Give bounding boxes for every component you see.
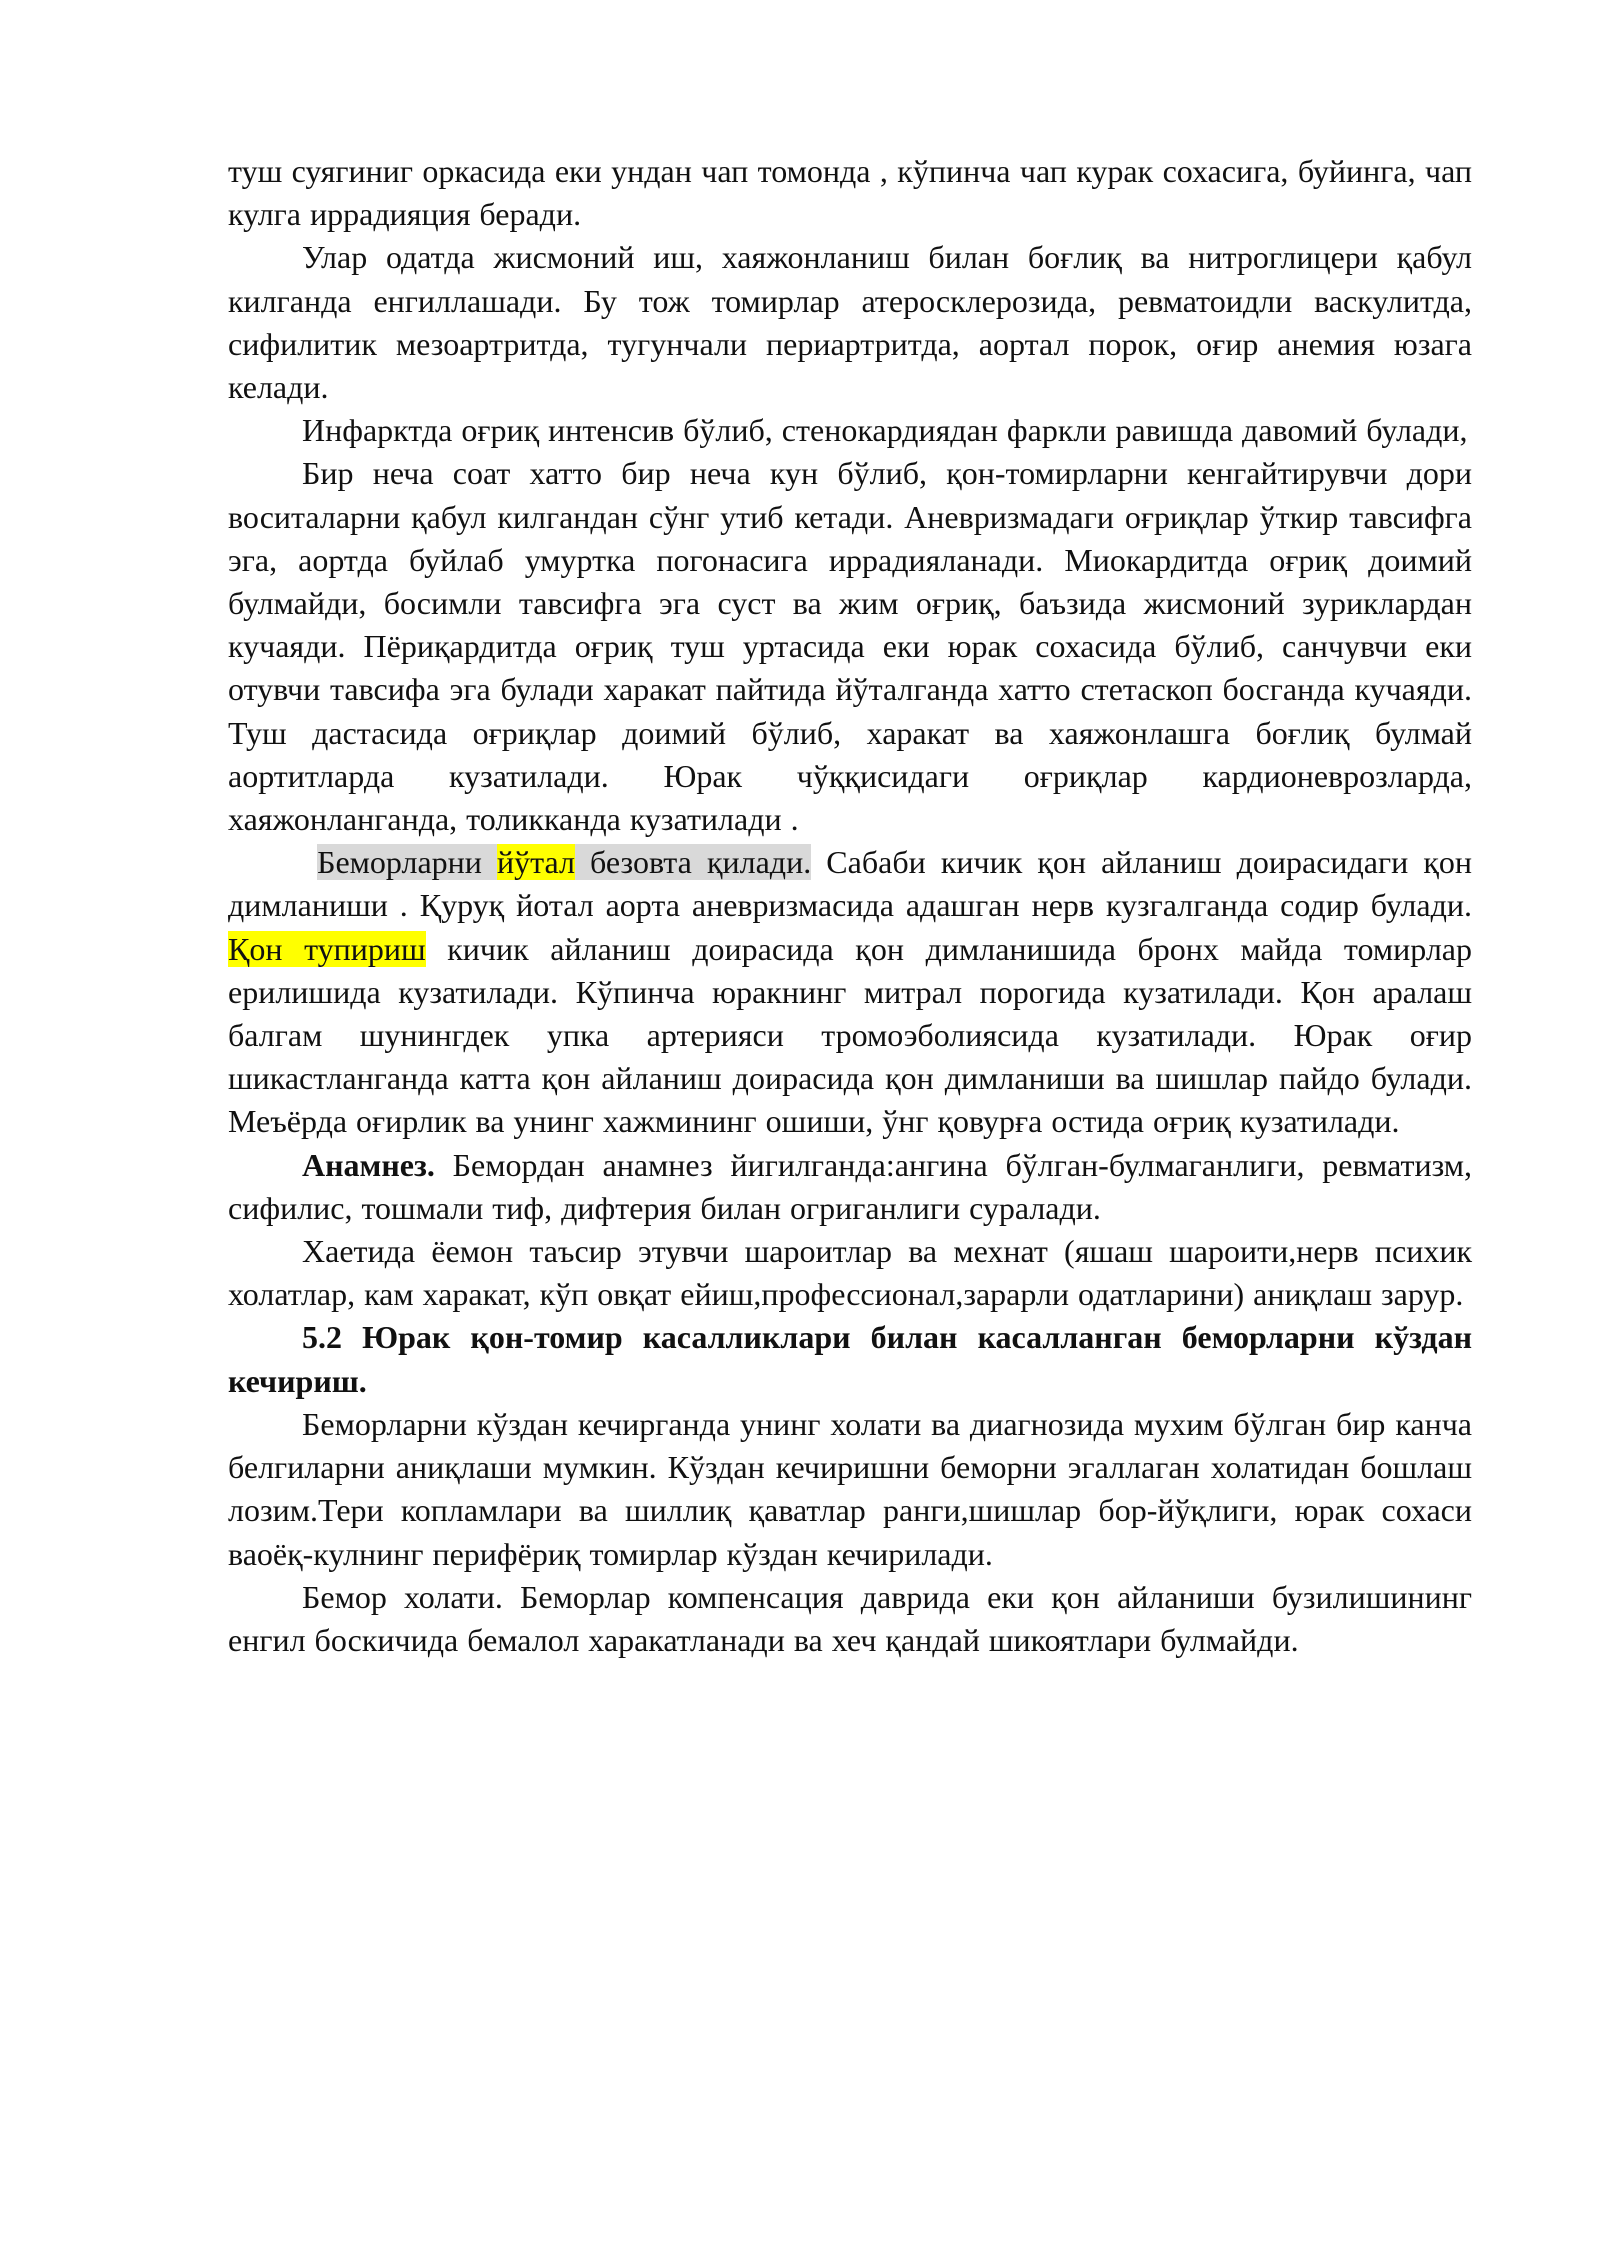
highlight-gray-before: Беморларни bbox=[317, 844, 498, 881]
highlight-gray-after: безовта қилади. bbox=[574, 844, 812, 881]
paragraph-5 bbox=[228, 841, 1472, 1143]
anamnesis-label: Анамнез. bbox=[302, 1146, 435, 1183]
paragraph-4: Бир неча соат хатто бир неча кун бўлиб, қон-томирларни кенгайтирувчи дори воситаларни қабул килгандан сўнг утиб кетади. Аневризмадаги оғриқлар ўткир тавсифга эга, аортда буйлаб умуртка погонасига иррадияланади. Миокардитда оғриқ доимий булмайди, босимли тавсифга эга суст ва жим оғриқ, баъзида жисмоний зуриклардан кучаяди. Пёриқардитда оғриқ туш уртасида еки юрак сохасида бўлиб, санчувчи еки отувчи тавсифа эга булади харакат пайтида йўталганда хатто стетаскоп босганда кучаяди. Туш дастасида оғриқлар доимий бўлиб, харакат ва хаяжонлашга боғлиқ булмай аортитларда кузатилади. Юрак чўққисидаги оғриқлар кардионеврозларда, хаяжонланганда, толикканда кузатилади . bbox=[228, 455, 1472, 838]
section-heading: 5.2 Юрак қон-томир касалликлари билан касалланган беморларни кўздан кечириш. bbox=[228, 1319, 1472, 1399]
paragraph-1: туш суягиниг оркасида еки ундан чап томонда , кўпинча чап курак сохасига, буйинга, чап кулга иррадияция беради. bbox=[228, 153, 1472, 233]
anamnesis-text: Бемордан анамнез йигилганда:ангина бўлган-булмаганлиги, ревматизм, сифилис, тошмали тиф, дифтерия билан огриганлиги суралади. bbox=[228, 1146, 1472, 1226]
document-page bbox=[228, 150, 1472, 1662]
paragraph-5-text-1: Сабаби кичик қон айланиш доирасидаги қон димланиши . Қуруқ йотал аорта аневризмасида адашган нерв кузгалганда содир булади. bbox=[228, 844, 1473, 924]
highlight-yellow-hemoptysis: Қон тупириш bbox=[228, 930, 426, 967]
paragraph-2: Улар одатда жисмоний иш, хаяжонланиш билан боғлиқ ва нитроглицери қабул килганда енгиллашади. Бу тож томирлар атеросклерозида, ревматоидли васкулитда, сифилитик мезоартритда, тугунчали периартритда, аортал порок, оғир анемия юзага келади. bbox=[228, 239, 1472, 406]
paragraph-8: Беморларни кўздан кечирганда унинг холати ва диагнозида мухим бўлган бир канча белгиларни аниқлаши мумкин. Кўздан кечиришни беморни эгаллаган холатидан бошлаш лозим.Тери копламлари ва шиллиқ қаватлар ранги,шишлар бор-йўқлиги, юрак сохаси ваоёқ-кулнинг перифёриқ томирлар кўздан кечирилади. bbox=[228, 1405, 1472, 1572]
paragraph-5-text-2: кичик айланиш доирасида қон димланишида бронх майда томирлар ерилишида кузатилади. Кўпинча юракнинг митрал порогида кузатилади. Қон аралаш балгам шунингдек упка артерияси тромоэболиясида кузатилади. Юрак оғир шикастланганда катта қон айланиш доирасида қон димланиши ва шишлар пайдо булади. Меъёрда оғирлик ва унинг хажмининг ошиши, ўнг қовурға остида оғриқ кузатилади. bbox=[228, 930, 1473, 1140]
paragraph-9: Бемор холати. Беморлар компенсация даврида еки қон айланиши бузилишининг енгил боскичида бемалол харакатланади ва хеч қандай шикоятлари булмайди. bbox=[228, 1578, 1472, 1658]
paragraph-7: Хаетида ёемон таъсир этувчи шароитлар ва мехнат (яшаш шароити,нерв психик холатлар, кам харакат, кўп овқат ейиш,профессионал,зарарли одатларини) аниқлаш зарур. bbox=[228, 1233, 1472, 1313]
highlight-yellow-cough: йўтал bbox=[497, 844, 575, 881]
paragraph-3: Инфарктда оғриқ интенсив бўлиб, стенокардиядан фаркли равишда давомий булади, bbox=[302, 412, 1468, 449]
paragraph-anamnesis bbox=[228, 1144, 1472, 1230]
